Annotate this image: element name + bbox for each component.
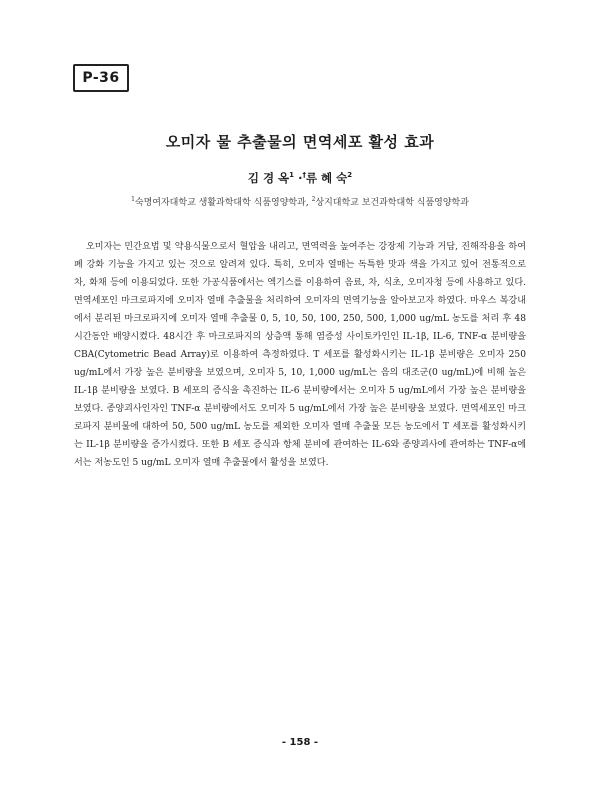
affil-sup: 2 [311, 196, 316, 203]
author-name: 김 경 옥 [247, 171, 290, 185]
poster-code-box [73, 64, 129, 92]
affiliation-2: 상지대학교 보건과학대학 식품영양학과 [315, 198, 469, 208]
author-line [0, 170, 600, 186]
corresponding-mark: † [302, 171, 306, 180]
author-affil-sup: 2 [347, 171, 353, 180]
affiliation-1: 숙명여자대학교 생활과학대학 식품영양학과, [134, 198, 309, 208]
paper-title: 오미자 물 추출물의 면역세포 활성 효과 [165, 133, 435, 151]
affiliation-line [0, 195, 600, 208]
abstract-body: 오미자는 민간요법 및 약용식물으로서 혈압을 내리고, 면역력을 높여주는 강장제 기능과 거담, 진해작용을 하여 폐 강화 기능을 가지고 있는 것으로 알려져 있다. 특히, 오미자 열매는 독특한 맛과 색을 가지고 있어 전통적으로 차, 화채 등에 이용되었다. 또한 가공식품에서는 엑기스를 이용하여 음료, 차, 식초, 오미자청 등에 사용하고 있다. 면역세포인 마크로파지에 오미자 열매 추출물을 처리하여 오미자의 면역기능을 알아보고자 하였다. 마우스 복강내에서 분리된 마크로파지에 오미자 열매 추출물 0, 5, 10, 50, 100, 250, 500, 1,000 ug/mL 농도를 처리 후 48시간동안 배양시켰다. 48시간 후 마크로파지의 상층액 통해 염증성 사이토카인인 IL-1β, IL-6, TNF-α 분비량을 CBA(Cytometric Bead Array)로 이용하여 측정하였다. T 세포를 활성화시키는 IL-1β 분비량은 오미자 250 ug/mL에서 가장 높은 분비량을 보였으며, 오미자 5, 10, 1,000 ug/mL는 음의 대조군(0 ug/mL)에 비해 높은 IL-1β 분비량을 보였다. B 세포의 증식을 촉진하는 IL-6 분비량에서는 오미자 5 ug/mL에서 가장 높은 분비량을 보였다. 종양괴사인자인 TNF-α 분비량에서도 오미자 5 ug/mL에서 가장 높은 분비량을 보였다. 면역세포인 마크로파지 분비물에 대하여 50, 500 ug/mL 농도를 제외한 오미자 열매 추출물 모든 농도에서 T 세포를 활성화시키는 IL-1β 분비량을 증가시켰다. 또한 B 세포 증식과 항체 분비에 관여하는 IL-6와 종양괴사에 관여하는 TNF-α에서는 저농도인 5 ug/mL 오미자 열매 추출물에서 활성을 보였다. [74, 242, 526, 468]
poster-code: P-36 [82, 70, 120, 86]
author-separator: · [298, 171, 303, 185]
affil-sup: 1 [131, 196, 135, 203]
author-name: 류 혜 숙 [305, 171, 348, 185]
page-number: - 158 - [281, 737, 319, 748]
author-affil-sup: 1 [289, 171, 295, 180]
